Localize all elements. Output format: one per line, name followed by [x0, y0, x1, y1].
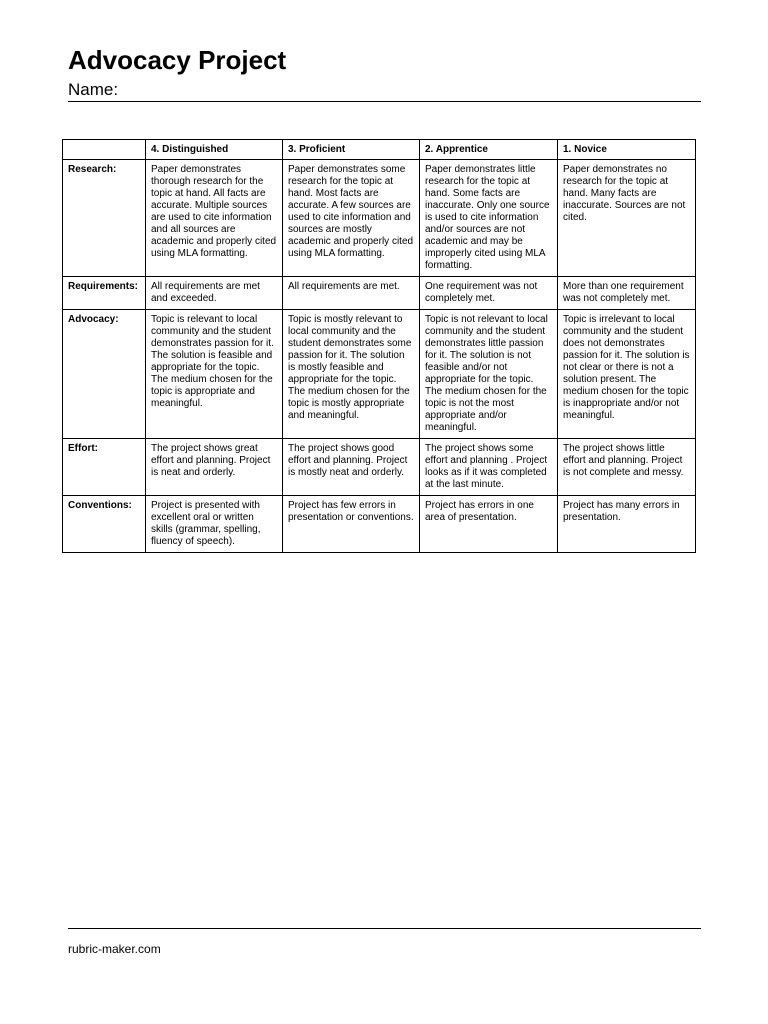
criterion-cell: All requirements are met and exceeded. — [146, 277, 283, 310]
criterion-cell: Paper demonstrates some research for the topic at hand. Most facts are accurate. A few sources are used to cite information and sources are mostly academic and properly cited using MLA formatting. — [283, 160, 420, 277]
criterion-cell: Topic is irrelevant to local community and the student does not demonstrates passion for it. The solution is not clear or there is not a solution present. The medium chosen for the topic is inappropriate and/or not meaningful. — [558, 310, 696, 439]
criterion-cell: All requirements are met. — [283, 277, 420, 310]
document-title: Advocacy Project — [68, 45, 287, 75]
rubric-row-requirements — [63, 277, 696, 310]
header-distinguished: 4. Distinguished — [146, 140, 283, 160]
rubric-table — [62, 139, 696, 553]
row-label: Advocacy: — [63, 310, 146, 439]
criterion-cell: The project shows little effort and planning. Project is not complete and messy. — [558, 439, 696, 496]
criterion-cell: The project shows some effort and planning . Project looks as if it was completed at the last minute. — [420, 439, 558, 496]
rubric-header-row — [63, 140, 696, 160]
criterion-cell: Project has errors in one area of presentation. — [420, 496, 558, 553]
criterion-cell: Paper demonstrates little research for the topic at hand. Some facts are inaccurate. Only one source is used to cite information and/or sources are not academic and may be improperly cited using MLA formatting. — [420, 160, 558, 277]
criterion-cell: Paper demonstrates thorough research for the topic at hand. All facts are accurate. Multiple sources are used to cite information and all sources are academic and properly cited using MLA formatting. — [146, 160, 283, 277]
criterion-cell: One requirement was not completely met. — [420, 277, 558, 310]
row-label: Conventions: — [63, 496, 146, 553]
criterion-cell: Topic is mostly relevant to local community and the student demonstrates some passion for it. The solution is mostly feasible and appropriate for the topic. The medium chosen for the topic is mostly appropriate and meaningful. — [283, 310, 420, 439]
criterion-cell: Paper demonstrates no research for the topic at hand. Many facts are inaccurate. Sources are not cited. — [558, 160, 696, 277]
name-field-line — [68, 79, 701, 102]
row-label: Research: — [63, 160, 146, 277]
rubric-row-conventions — [63, 496, 696, 553]
criterion-cell: Topic is not relevant to local community and the student demonstrates little passion for it. The solution is not feasible and/or not appropriate for the topic. The medium chosen for the topic is not the most appropriate and/or meaningful. — [420, 310, 558, 439]
header-corner-cell — [63, 140, 146, 160]
criterion-cell: Project is presented with excellent oral or written skills (grammar, spelling, fluency of speech). — [146, 496, 283, 553]
row-label: Effort: — [63, 439, 146, 496]
header-apprentice: 2. Apprentice — [420, 140, 558, 160]
criterion-cell: Project has many errors in presentation. — [558, 496, 696, 553]
criterion-cell: The project shows good effort and planning. Project is mostly neat and orderly. — [283, 439, 420, 496]
criterion-cell: Project has few errors in presentation or conventions. — [283, 496, 420, 553]
name-label: Name: — [68, 80, 119, 99]
header-proficient: 3. Proficient — [283, 140, 420, 160]
criterion-cell: The project shows great effort and planning. Project is neat and orderly. — [146, 439, 283, 496]
criterion-cell: Topic is relevant to local community and the student demonstrates passion for it. The solution is feasible and appropriate for the topic. The medium chosen for the topic is appropriate and meaningful. — [146, 310, 283, 439]
row-label: Requirements: — [63, 277, 146, 310]
rubric-row-effort — [63, 439, 696, 496]
rubric-row-research — [63, 160, 696, 277]
header-novice: 1. Novice — [558, 140, 696, 160]
criterion-cell: More than one requirement was not completely met. — [558, 277, 696, 310]
footer-source-text: rubric-maker.com — [68, 942, 161, 956]
rubric-row-advocacy — [63, 310, 696, 439]
footer-divider — [68, 928, 701, 929]
